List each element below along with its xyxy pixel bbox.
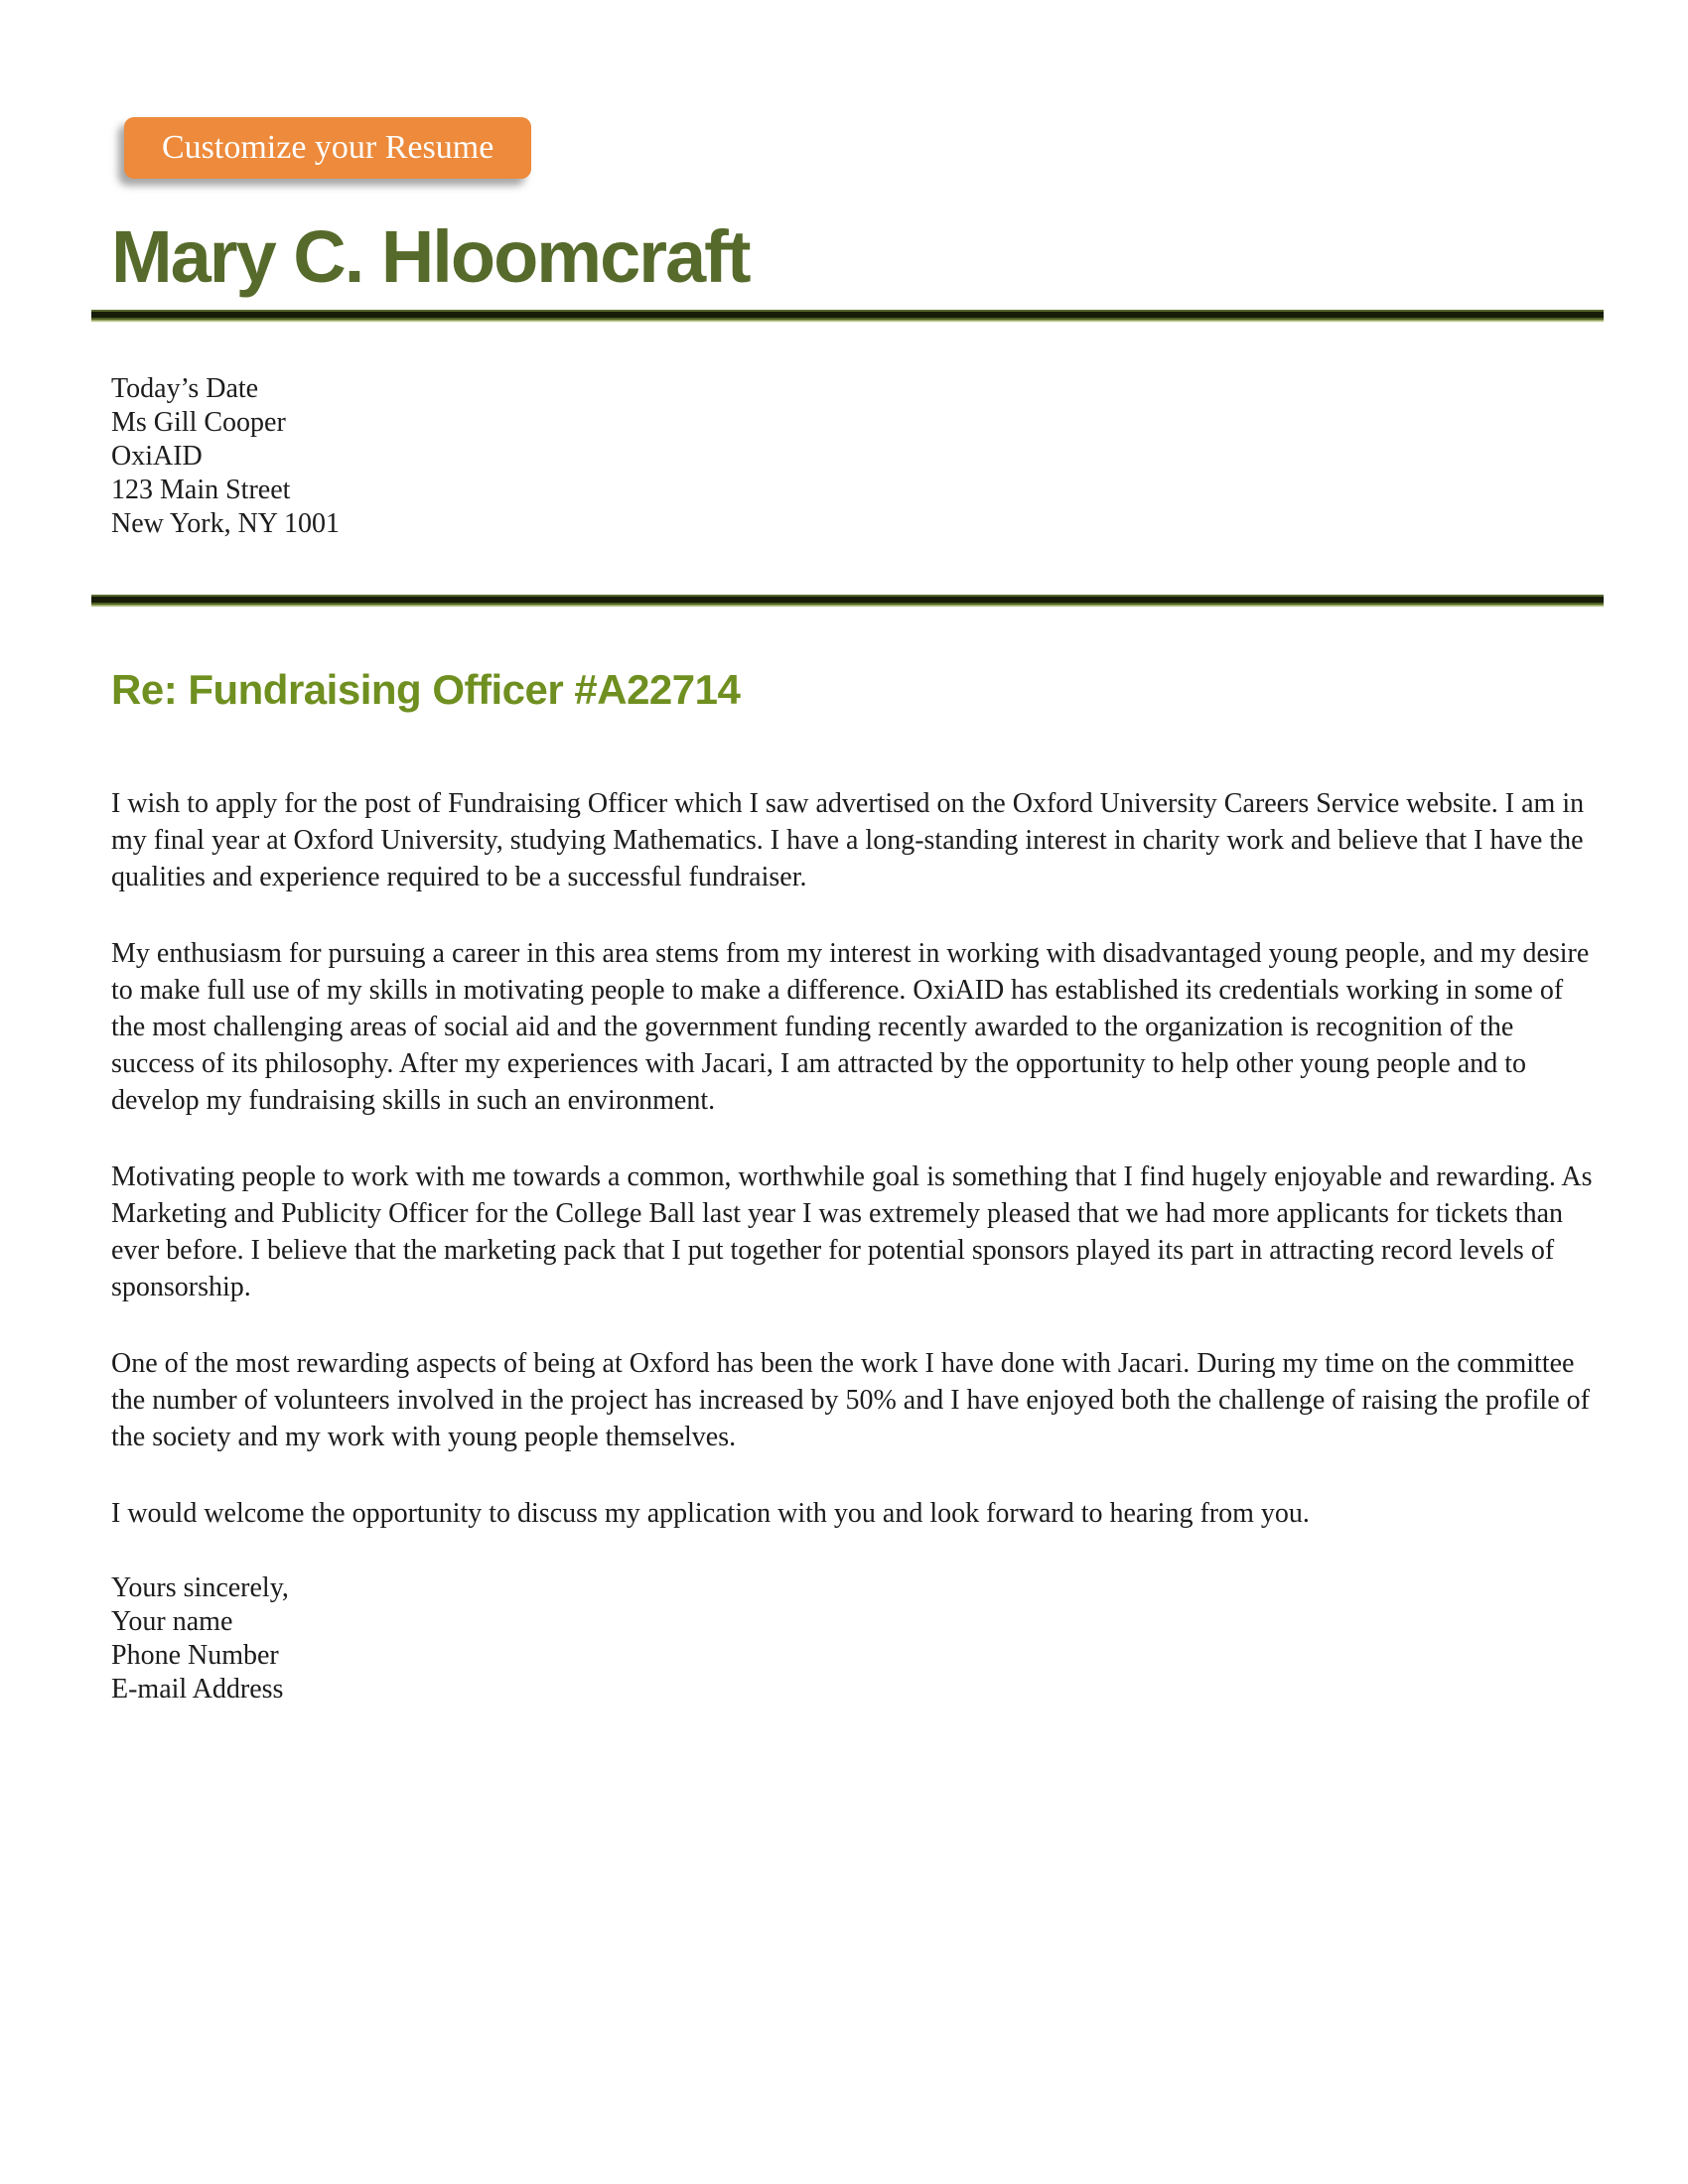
page-title: Mary C. Hloomcraft [111,215,750,298]
closing-line-phone: Phone Number [111,1639,279,1671]
body-paragraph-3: Motivating people to work with me towards a common, worthwhile goal is something that I find hugely enjoyable and rewarding. As Marketing and Publicity Officer for the College Ball last year I was extremely pleased that we had more applicants for tickets than ever before. I believe that the marketing pack that I put together for potential sponsors played its part in attracting record levels of sponsorship. [111,1160,1593,1302]
body-paragraph-1: I wish to apply for the post of Fundraising Officer which I saw advertised on the Oxford University Careers Service website. I am in my final year at Oxford University, studying Mathematics. I have a long-standing interest in charity work and believe that I have the qualities and experience required to be a successful fundraiser. [111,787,1585,892]
body-paragraph-2: My enthusiasm for pursuing a career in this area stems from my interest in working with disadvantaged young people, and my desire to make full use of my skills in motivating people to make a difference. OxiAID has established its credentials working in some of the most challenging areas of social aid and the government funding recently awarded to the organization is recognition of the success of its philosophy. After my experiences with Jacari, I am attracted by the opportunity to help other young people and to develop my fundraising skills in such an environment. [111,937,1590,1116]
body-paragraph-4: One of the most rewarding aspects of being at Oxford has been the work I have done with Jacari. During my time on the committee the number of volunteers involved in the project has increased by 50% and I have enjoyed both the challenge of raising the profile of the society and my work with young people themselves. [111,1347,1590,1452]
recipient-line-name: Ms Gill Cooper [111,407,286,439]
recipient-line-company: OxiAID [111,441,203,473]
customize-resume-button[interactable]: Customize your Resume [124,117,531,179]
recipient-line-street: 123 Main Street [111,475,291,506]
closing-line-name: Your name [111,1605,233,1637]
recipient-block [111,372,1604,541]
subject-line: Re: Fundraising Officer #A22714 [111,666,741,714]
address-divider [91,595,1604,608]
header-divider [91,310,1604,323]
recipient-line-city: New York, NY 1001 [111,508,340,540]
letter-body [111,785,1604,1532]
closing-block [111,1571,1604,1706]
recipient-line-date: Today’s Date [111,373,259,405]
closing-line-email: E-mail Address [111,1673,284,1705]
closing-line-signoff: Yours sincerely, [111,1571,289,1603]
body-paragraph-5: I would welcome the opportunity to discuss my application with you and look forward to hearing from you. [111,1497,1310,1529]
